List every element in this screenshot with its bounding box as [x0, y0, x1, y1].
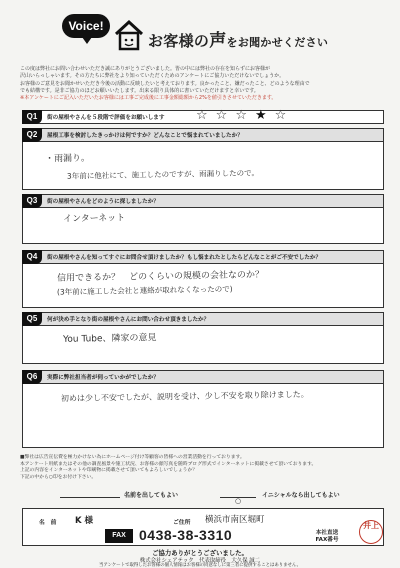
choice-name-ok-mark[interactable]	[60, 488, 120, 498]
hq-fax-label: 本社直送 FAX番号	[315, 530, 339, 543]
answer-q3: インターネット	[62, 213, 126, 225]
fax-number: 0438-38-3310	[139, 527, 233, 543]
rating-stars	[196, 108, 294, 123]
answer-q5: You Tube、隣家の意見	[62, 333, 157, 345]
star-marked-icon: ★	[254, 108, 275, 123]
choice-initial-ok-mark[interactable]: ○	[220, 488, 256, 498]
question-q3: Q3 街の屋根やさんをどのように探しましたか？ インターネット	[22, 194, 384, 244]
address-label: ご住所	[173, 520, 191, 526]
question-q1: Q1 街の屋根やさんを５段階で評価をお願いします	[22, 110, 384, 124]
choice-initial-ok-label: イニシャルなら出してもよい	[262, 492, 340, 499]
question-q6: Q6 実際に弊社担当者が伺っていかがでしたか？ 初めは少し不安でしたが、説明を受け、少し不安を取り除けました。	[22, 370, 384, 448]
name-value[interactable]: K 様	[75, 516, 94, 526]
answer-q2-line2: 3年前に他社にて、施工したのですが、雨漏りしたので。	[66, 168, 260, 181]
signature-seal: 井上	[359, 520, 383, 544]
question-q2: Q2 屋根工事を検討したきっかけは何ですか？どんなことで悩まれていましたか？ ・雨漏り。 3年前に他社にて、施工したのですが、雨漏りしたので。	[22, 128, 384, 190]
voice-badge: Voice!	[62, 14, 110, 38]
star-icon: ☆	[235, 108, 255, 123]
star-icon: ☆	[274, 108, 295, 123]
question-q4: Q4 街の屋根やさんを知ってすぐにお問合せ頂けましたか？もし悩まれたとしたらどんなことがご不安でしたか？ 信用できるか？ どのくらいの規模の会社なのか？ (3年前に施工した会社と連絡が取れなくなったので)	[22, 250, 384, 308]
choice-name-ok-label: 名前を出してもよい	[124, 492, 179, 499]
header	[62, 12, 352, 56]
answer-q6: 初めは少し不安でしたが、説明を受け、少し不安を取り除けました。	[60, 389, 309, 404]
answer-q4-line1: 信用できるか？ どのくらいの規模の会社なのか？	[56, 270, 265, 284]
company-line: 株式会社シェアテック 代表取締役 大久保 誠二	[139, 558, 261, 564]
publication-consent-note: ■弊社は広告宣伝費を極力かけない為にホームページ付け等顧客の皆様への営業活動を行っております。 本アンケート用紙またはその他の調査風景や施工状況、お客様の顔写真を随時ブログ形式でインターネットに掲載させて頂いております。 上記の内容をインターネットや印刷物に掲載させて頂いてもよろしいでしょうか？ 下記の中から○印をお付け下さい。	[20, 455, 317, 480]
privacy-disclaimer: 当アンケートで取得したお客様の個人情報はお客様の同意なしに第三者に提供することはありません。	[99, 563, 301, 568]
fax-badge: FAX	[105, 529, 133, 543]
page-title: お客様の声をお聞かせください	[148, 31, 329, 51]
answer-q4-line2: (3年前に施工した会社と連絡が取れなくなったので)	[56, 284, 233, 297]
customer-info-box	[22, 508, 384, 546]
star-icon: ☆	[215, 108, 236, 123]
house-icon	[114, 18, 144, 52]
star-icon: ☆	[196, 108, 216, 123]
question-q5: Q5 何が決め手となり街の屋根やさんにお問い合わせ頂きましたか？ You Tube、隣家の意見	[22, 312, 384, 364]
intro-text: この度は弊社にお問い合わせいただき誠にありがとうございました。皆の中には弊社の存在を知らずにお客様が 沢山いらっしゃいます。その方たちに弊社をより知っていただくためのアンケートにご協力いただけないでしょうか。 お客様のご意見をお聞かせいただき今後の活動に反映したいと考えております。良かったこと、嫌だったこと、どのような理由で でも結構です。是非ご協力のほどお願いいたします。出来る限り具体的に書いていただけますと幸いです。 ※本アンケートにご記入いただいたお客様には工事ご完成後に工事金額総額から2%を値引きさせていただきます。	[20, 66, 310, 102]
answer-q2-line1: ・雨漏り。	[44, 153, 91, 165]
address-value[interactable]: 横浜市南区堀町	[205, 515, 265, 525]
name-label: 名 前	[39, 520, 57, 526]
thanks-text: ご協力ありがとうございました。	[152, 549, 248, 557]
